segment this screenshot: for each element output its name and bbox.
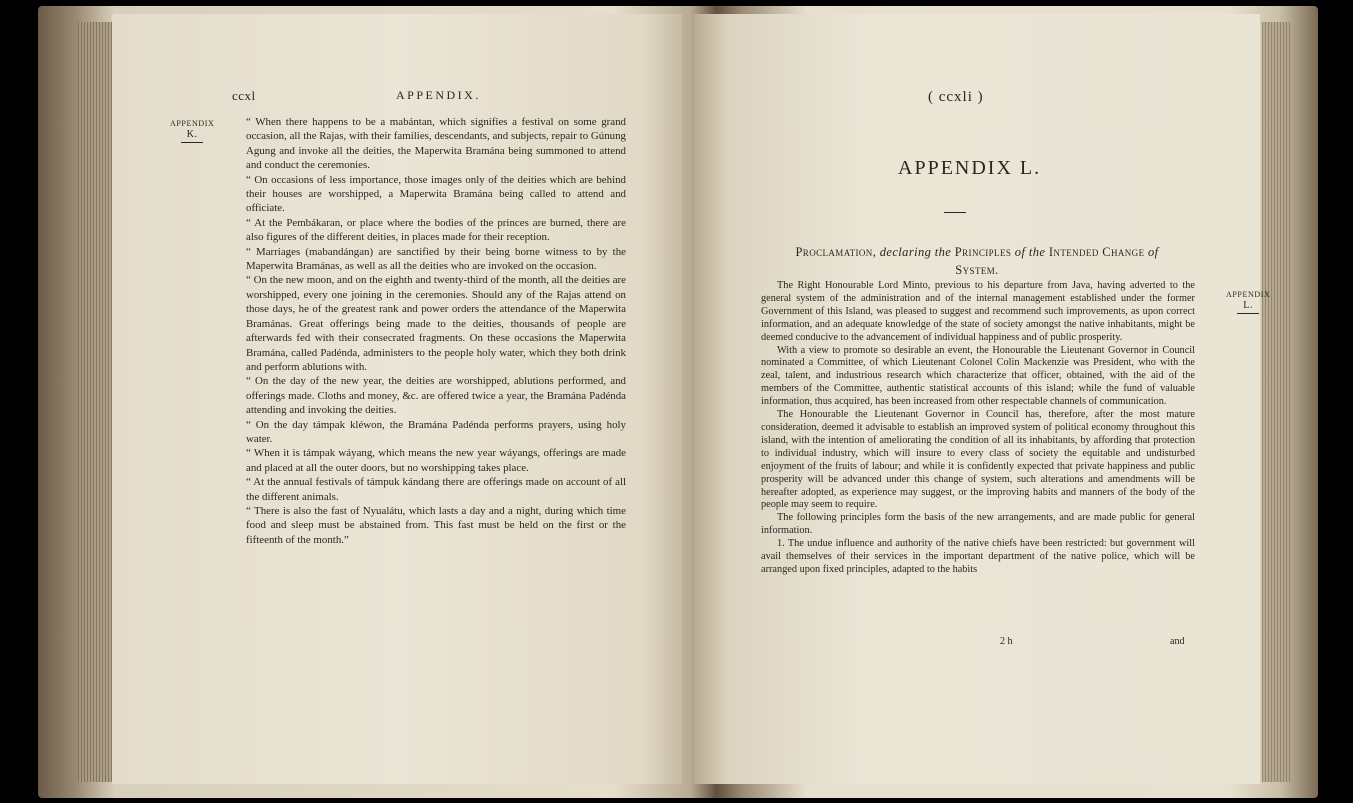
heading-word: of the xyxy=(1014,245,1046,259)
heading-word: System. xyxy=(955,263,999,277)
left-paragraph: “ On occasions of less importance, those images only of the deities which are behind their houses are worshipped, a Maperwita Bramána being called to attend and officiate. xyxy=(246,173,626,215)
right-paragraph: The following principles form the basis of the new arrangements, and are made public for general information. xyxy=(761,512,1195,537)
signature-mark: 2 h xyxy=(1000,636,1013,647)
left-margin-label: APPENDIX xyxy=(170,119,215,128)
left-paragraph: “ There is also the fast of Nyualátu, which lasts a day and a night, during which time food and sleep must be abstained from. This fast must be held on the first or the fifteenth of the month.” xyxy=(246,504,626,546)
right-margin-label: APPENDIX xyxy=(1226,290,1271,299)
right-paragraph: The Right Honourable Lord Minto, previous to his departure from Java, having adverted to the general system of the administration and of the internal management established under the former Government of this Island, was pleased to suggest and recommend such improvements, as upon correct information, and an adequate knowledge of the state of society amongst the native inhabitants, might be deemed conducive to the advancement of individual happiness and of public prosperity. xyxy=(761,280,1195,343)
left-paragraph: “ At the annual festivals of támpuk kándang there are offerings made on account of all the different animals. xyxy=(246,476,626,503)
left-paragraph: “ When there happens to be a mabántan, which signifies a festival on some grand occasion, all the Rajas, with their families, descendants, and subjects, repair to Gúnung Agung and invoke all the deities, the Maperwita Bramána being summoned to attend and conduct the ceremonies. xyxy=(246,116,626,172)
left-margin-letter: K. xyxy=(186,129,198,140)
right-paragraph: 1. The undue influence and authority of the native chiefs have been restricted: but government will avail themselves of their services in the important department of the native police, which will be arranged upon fixed principles, adapted to the habits xyxy=(761,538,1195,575)
left-paragraph: “ When it is támpak wáyang, which means the new year wáyangs, offerings are made and placed at all the outer doors, but no worshipping takes place. xyxy=(246,447,626,474)
proclamation-heading xyxy=(757,243,1197,279)
left-paragraph: “ On the day támpak kléwon, the Bramána Padénda performs prayers, using holy water. xyxy=(246,418,626,445)
right-page-number: ( ccxli ) xyxy=(928,89,984,105)
right-body-text xyxy=(761,280,1195,577)
catchword: and xyxy=(1170,636,1185,647)
right-margin-note xyxy=(1226,289,1270,314)
appendix-title: APPENDIX L. xyxy=(898,157,1042,179)
title-rule xyxy=(944,212,966,213)
left-body-text xyxy=(246,115,626,547)
left-paragraph: “ At the Pembákaran, or place where the bodies of the princes are burned, there are also figures of the different deities, in places made for their reception. xyxy=(246,216,626,244)
left-running-head: APPENDIX. xyxy=(396,88,481,102)
left-margin-rule xyxy=(181,142,203,143)
left-paragraph: “ On the new moon, and on the eighth and twenty-third of the month, all the deities are worshipped, every one joining in the ceremonies. Should any of the Rajas attend on those days, he of the greatest rank and power orders the attendance of the Maperwita Bramánas. Great offerings being made to the deities, thousands of people are afterwards fed with their consecrated fragments. On these occasions the Maperwita Bramána, called Padénda, administers to the people holy water, which they both drink and perform ablutions with. xyxy=(246,274,626,373)
left-margin-note xyxy=(170,118,214,143)
heading-word: of xyxy=(1148,245,1159,259)
right-page-edges xyxy=(1262,22,1292,782)
heading-word: Intended Change xyxy=(1048,245,1145,259)
right-paragraph: The Honourable the Lieutenant Governor in Council has, therefore, after the most mature consideration, deemed it advisable to establish an improved system of political economy throughout this island, with the intention of ameliorating the condition of all its inhabitants, by affording that protection to individual industry, which will insure to every class of society the equitable and undisturbed enjoyment of the fruits of labour; and while it is confidently expected that private happiness and public prosperity will be advanced under this change of system, such alterations and amendments will be hereafter adopted, as experience may suggest, or the improving habits and manners of the body of the people may seem to require. xyxy=(761,409,1195,511)
right-paragraph: With a view to promote so desirable an event, the Honourable the Lieutenant Governor in Council nominated a Committee, of which Lieutenant Colonel Colin Mackenzie was President, who with the zeal, talent, and industrious research which characterize that officer, obtained, with the aid of the members of the Committee, authentic statistical accounts of this island; while the fund of valuable information, thus acquired, has been increased from other respectable channels of communication. xyxy=(761,344,1195,408)
right-margin-letter: L. xyxy=(1243,300,1254,311)
left-page-number: ccxl xyxy=(232,88,256,103)
left-paragraph: “ On the day of the new year, the deities are worshipped, ablutions performed, and offerings made. Cloths and money, &c. are offered twice a year, the Bramána Padénda attending and invoking the deities. xyxy=(246,375,626,417)
heading-word: Principles xyxy=(954,245,1012,259)
heading-word: Proclamation, xyxy=(795,245,877,259)
heading-word: declaring the xyxy=(879,245,952,259)
right-margin-rule xyxy=(1237,313,1259,314)
left-paragraph: “ Marriages (mabandángan) are sanctified by their being borne witness to by the Maperwita Bramánas, as well as all the deities who are invoked on the occasion. xyxy=(246,245,626,273)
